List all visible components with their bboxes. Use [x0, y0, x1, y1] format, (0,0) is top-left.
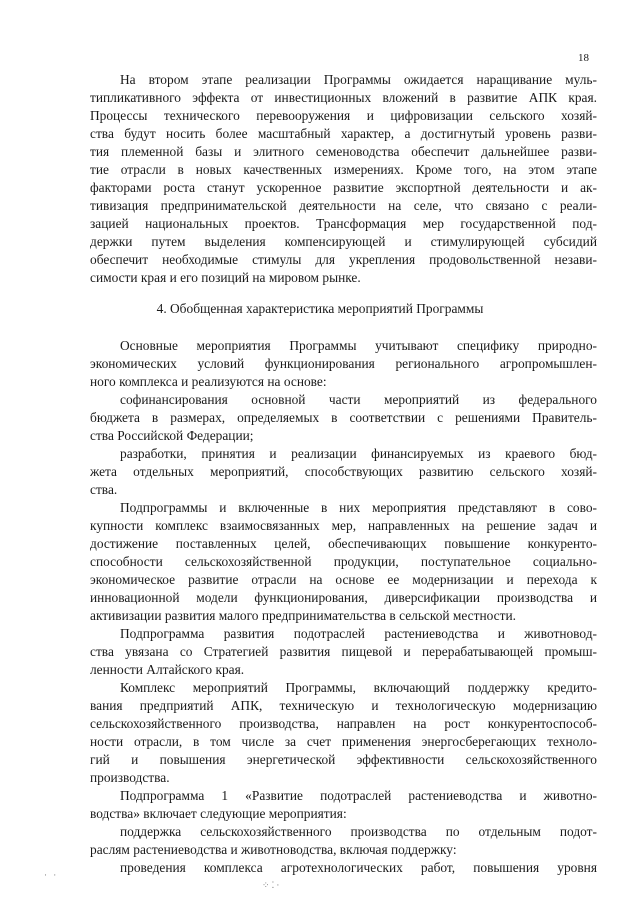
- text-line: ства будут носить более масштабный характер, а достигнутый уровень разви-: [90, 126, 597, 141]
- text-line: достижение поставленных целей, обеспечивающих повышение конкуренто-: [90, 536, 597, 551]
- text-line: раслям растениеводства и животноводства, включая поддержку:: [90, 842, 457, 857]
- text-line: инновационной модели функционирования, диверсификации производства и: [90, 590, 597, 605]
- section-heading: 4. Обобщенная характеристика мероприятий Программы: [156, 301, 484, 316]
- text-line: ного комплекса и реализуются на основе:: [90, 374, 327, 389]
- text-line: ства.: [90, 482, 118, 497]
- text-line: бюджета в размерах, определяемых в соответствии с решениями Правитель-: [90, 410, 597, 425]
- text-line: симости края и его позиций на мировом рынке.: [90, 270, 361, 285]
- text-line: вания предприятий АПК, техническую и технологическую модернизацию: [90, 698, 597, 713]
- text-line: ленности Алтайского края.: [90, 662, 245, 677]
- text-line: Подпрограмма развития подотраслей растениеводства и животновод-: [120, 626, 597, 641]
- text-line: На втором этапе реализации Программы ожидается наращивание муль-: [120, 72, 597, 87]
- text-line: ства Российской Федерации;: [90, 428, 254, 443]
- text-line: производства.: [90, 770, 170, 785]
- text-line: экономическое развитие отрасли на основе ее модернизации и перехода к: [90, 572, 597, 587]
- text-line: разработки, принятия и реализации финансируемых из краевого бюд-: [120, 446, 597, 461]
- text-line: сельскохозяйственного производства, направлен на рост конкурентоспособ-: [90, 716, 597, 731]
- text-line: Подпрограмма 1 «Развитие подотраслей растениеводства и животно-: [120, 788, 597, 803]
- scan-noise: · ·: [44, 870, 59, 880]
- text-line: купности комплекс взаимосвязанных мер, направленных на решение задач и: [90, 518, 597, 533]
- text-line: активизации развития малого предпринимательства в сельской местности.: [90, 608, 516, 623]
- text-line: обеспечит необходимые стимулы для укрепления продовольственной незави-: [90, 252, 597, 267]
- text-line: экономических условий функционирования регионального агропромышлен-: [90, 356, 597, 371]
- text-line: Комплекс мероприятий Программы, включающий поддержку кредито-: [120, 680, 597, 695]
- text-line: ства увязана со Стратегией развития пищевой и перерабатывающей промыш-: [90, 644, 597, 659]
- scan-noise: ⁘⁚·: [262, 880, 282, 890]
- text-line: способности сельскохозяйственной продукции, поступательное социально-: [90, 554, 597, 569]
- text-line: держки путем выделения компенсирующей и стимулирующей субсидий: [90, 234, 597, 249]
- text-line: Основные мероприятия Программы учитывают специфику природно-: [120, 338, 597, 353]
- text-line: Подпрограммы и включенные в них мероприятия представляют в сово-: [120, 500, 597, 515]
- text-line: тивизация предпринимательской деятельности на селе, что связано с реали-: [90, 198, 597, 213]
- text-line: поддержка сельскохозяйственного производства по отдельным подот-: [120, 824, 597, 839]
- text-line: проведения комплекса агротехнологических работ, повышения уровня: [120, 860, 597, 875]
- text-line: зацией национальных проектов. Трансформация мер государственной под-: [90, 216, 597, 231]
- text-line: тие отрасли в новых качественных измерениях. Кроме того, на этом этапе: [90, 162, 597, 177]
- text-line: водства» включает следующие мероприятия:: [90, 806, 347, 821]
- text-line: жета отдельных мероприятий, способствующих развитию сельского хозяй-: [90, 464, 597, 479]
- text-line: ности отрасли, в том числе за счет применения энергосберегающих техноло-: [90, 734, 597, 749]
- text-line: типликативного эффекта от инвестиционных вложений в развитие АПК края.: [90, 90, 597, 105]
- text-line: факторами роста станут ускоренное развитие экспортной деятельности и ак-: [90, 180, 597, 195]
- text-line: тия племенной базы и элитного семеноводства обеспечит дальнейшее разви-: [90, 144, 597, 159]
- text-line: Процессы технического перевооружения и цифровизации сельского хозяй-: [90, 108, 597, 123]
- text-line: софинансирования основной части мероприятий из федерального: [120, 392, 597, 407]
- page-number: 18: [578, 52, 589, 64]
- text-line: гий и повышения энергетической эффективности сельскохозяйственного: [90, 752, 597, 767]
